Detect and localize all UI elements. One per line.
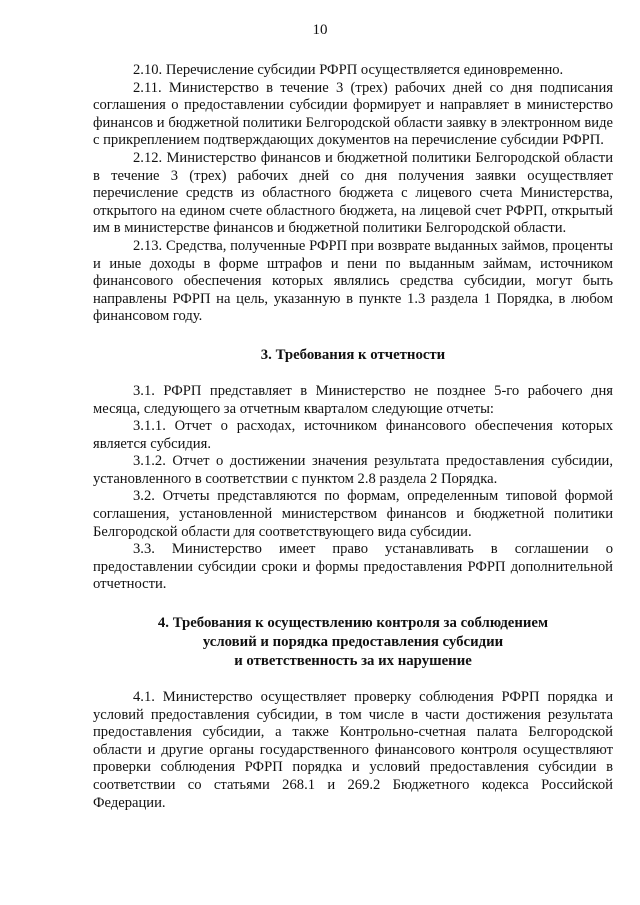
paragraph-2-11: 2.11. Министерство в течение 3 (трех) рабочих дней со дня подписания соглашения о предоставлении субсидии формирует и направляет в министерство финансов и бюджетной политики Белгородской области заявку в электронном виде с прикреплением подтверждающих документов на перечисление субсидии РФРП. — [93, 79, 613, 149]
document-body — [93, 62, 613, 812]
section-4-heading-line: и ответственность за их нарушение — [234, 653, 472, 670]
paragraph-4-1: 4.1. Министерство осуществляет проверку соблюдения РФРП порядка и условий предоставления субсидии, в том числе в части достижения результата предоставления субсидии, а также Контрольно-счетная палата Белгородской области и другие органы государственного финансового контроля осуществляют проверки соблюдения РФРП порядка и условий предоставления субсидии в соответствии со статьями 268.1 и 269.2 Бюджетного кодекса Российской Федерации. — [93, 689, 613, 811]
section-3-heading: 3. Требования к отчетности — [260, 346, 446, 363]
paragraph-3-1-1: 3.1.1. Отчет о расходах, источником финансового обеспечения которых является субсидия. — [93, 418, 613, 452]
paragraph-2-10: 2.10. Перечисление субсидии РФРП осуществляется единовременно. — [133, 62, 564, 78]
paragraph-3-3: 3.3. Министерство имеет право устанавливать в соглашении о предоставлении субсидии сроки и формы предоставления РФРП дополнительной отчетности. — [93, 541, 613, 593]
page-number: 10 — [312, 22, 328, 38]
paragraph-3-1-2: 3.1.2. Отчет о достижении значения результата предоставления субсидии, установленного в соответствии с пунктом 2.8 раздела 2 Порядка. — [93, 453, 613, 487]
paragraph-2-12: 2.12. Министерство финансов и бюджетной политики Белгородской области в течение 3 (трех) рабочих дней со дня получения заявки осуществляет перечисление средств из областного бюджета с лицевого счета Министерства, открытого на едином счете областного бюджета, на лицевой счет РФРП, открытый им в министерстве финансов и бюджетной политики Белгородской области. — [93, 149, 613, 237]
paragraph-3-1: 3.1. РФРП представляет в Министерство не позднее 5-го рабочего дня месяца, следующего за отчетным кварталом следующие отчеты: — [93, 382, 613, 417]
paragraph-3-2: 3.2. Отчеты представляются по формам, определенным типовой формой соглашения, установленной министерством финансов и бюджетной политики Белгородской области для соответствующего вида субсидии. — [93, 488, 613, 540]
section-4-heading-line: 4. Требования к осуществлению контроля за соблюдением — [157, 615, 549, 632]
section-4-heading-line: условий и порядка предоставления субсидии — [202, 634, 504, 651]
paragraph-2-13: 2.13. Средства, полученные РФРП при возврате выданных займов, проценты и иные доходы в форме штрафов и пени по выданным займам, источником финансового обеспечения которых являлись средства субсидии, могут быть направлены РФРП на цель, указанную в пункте 1.3 раздела 1 Порядка, в любом финансовом году. — [93, 237, 613, 325]
section-4-heading — [93, 614, 613, 671]
